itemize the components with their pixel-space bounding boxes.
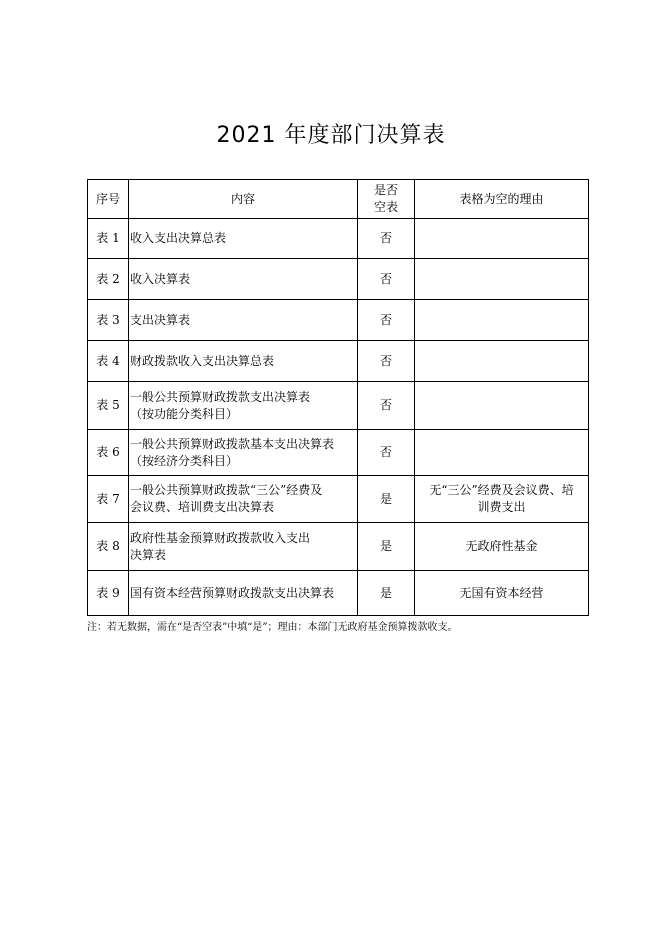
row-content-line2: 决算表	[130, 547, 167, 562]
header-no: 序号	[88, 180, 129, 219]
row-content-line1: 政府性基金预算财政拨款收入支出	[130, 530, 311, 545]
row-content-line1: 收入决算表	[130, 271, 191, 286]
table-row	[88, 300, 589, 341]
row-empty: 否	[358, 430, 415, 476]
row-content	[129, 382, 358, 430]
row-content	[129, 476, 358, 523]
row-reason-line1: 无“三公”经费及会议费、培	[429, 483, 574, 497]
row-reason: 无国有资本经营	[415, 571, 589, 616]
row-reason	[415, 430, 589, 476]
header-empty	[358, 180, 415, 219]
row-empty: 否	[358, 341, 415, 382]
row-content-line2: （按经济分类科目）	[130, 453, 239, 468]
row-content-line1: 财政拨款收入支出决算总表	[130, 353, 275, 368]
header-empty-line1: 是否	[373, 183, 398, 197]
row-content-line1: 一般公共预算财政拨款支出决算表	[130, 389, 311, 404]
row-content	[129, 300, 358, 341]
row-content	[129, 259, 358, 300]
table-row	[88, 523, 589, 571]
row-content	[129, 219, 358, 259]
row-reason-line2: 训费支出	[477, 500, 526, 514]
row-reason: 无政府性基金	[415, 523, 589, 571]
row-reason	[415, 219, 589, 259]
header-reason: 表格为空的理由	[415, 180, 589, 219]
row-content-line2: （按功能分类科目）	[130, 406, 239, 421]
row-content	[129, 571, 358, 616]
row-no: 表 3	[88, 300, 129, 341]
row-reason	[415, 341, 589, 382]
header-empty-line2: 空表	[373, 200, 398, 214]
row-no: 表 1	[88, 219, 129, 259]
table-row	[88, 219, 589, 259]
row-empty: 否	[358, 382, 415, 430]
row-reason	[415, 476, 589, 523]
row-reason	[415, 259, 589, 300]
report-table	[87, 179, 589, 616]
row-no: 表 2	[88, 259, 129, 300]
row-empty: 否	[358, 300, 415, 341]
row-empty: 是	[358, 571, 415, 616]
row-no: 表 4	[88, 341, 129, 382]
table-row	[88, 430, 589, 476]
table-row	[88, 341, 589, 382]
page-title: 2021 年度部门决算表	[216, 123, 446, 148]
row-no: 表 7	[88, 476, 129, 523]
row-content	[129, 523, 358, 571]
row-content-line2: 会议费、培训费支出决算表	[130, 500, 275, 514]
row-reason	[415, 382, 589, 430]
row-content	[129, 341, 358, 382]
row-no: 表 5	[88, 382, 129, 430]
row-content-line1: 一般公共预算财政拨款“三公”经费及	[130, 483, 323, 497]
row-no: 表 8	[88, 523, 129, 571]
footnote: 注：若无数据，需在“是否空表”中填“是”；理由：本部门无政府基金预算拨款收支。	[87, 622, 458, 633]
table-row	[88, 382, 589, 430]
table-row	[88, 259, 589, 300]
table-header-row	[88, 180, 589, 219]
row-content-line1: 国有资本经营预算财政拨款支出决算表	[130, 585, 335, 600]
row-no: 表 6	[88, 430, 129, 476]
row-no: 表 9	[88, 571, 129, 616]
row-content-line1: 一般公共预算财政拨款基本支出决算表	[130, 436, 335, 451]
row-empty: 是	[358, 476, 415, 523]
row-empty: 是	[358, 523, 415, 571]
row-empty: 否	[358, 259, 415, 300]
header-content: 内容	[129, 180, 358, 219]
row-content-line1: 收入支出决算总表	[130, 231, 227, 245]
table-row	[88, 476, 589, 523]
row-empty: 否	[358, 219, 415, 259]
table-row	[88, 571, 589, 616]
row-content	[129, 430, 358, 476]
row-content-line1: 支出决算表	[130, 312, 191, 327]
row-reason	[415, 300, 589, 341]
